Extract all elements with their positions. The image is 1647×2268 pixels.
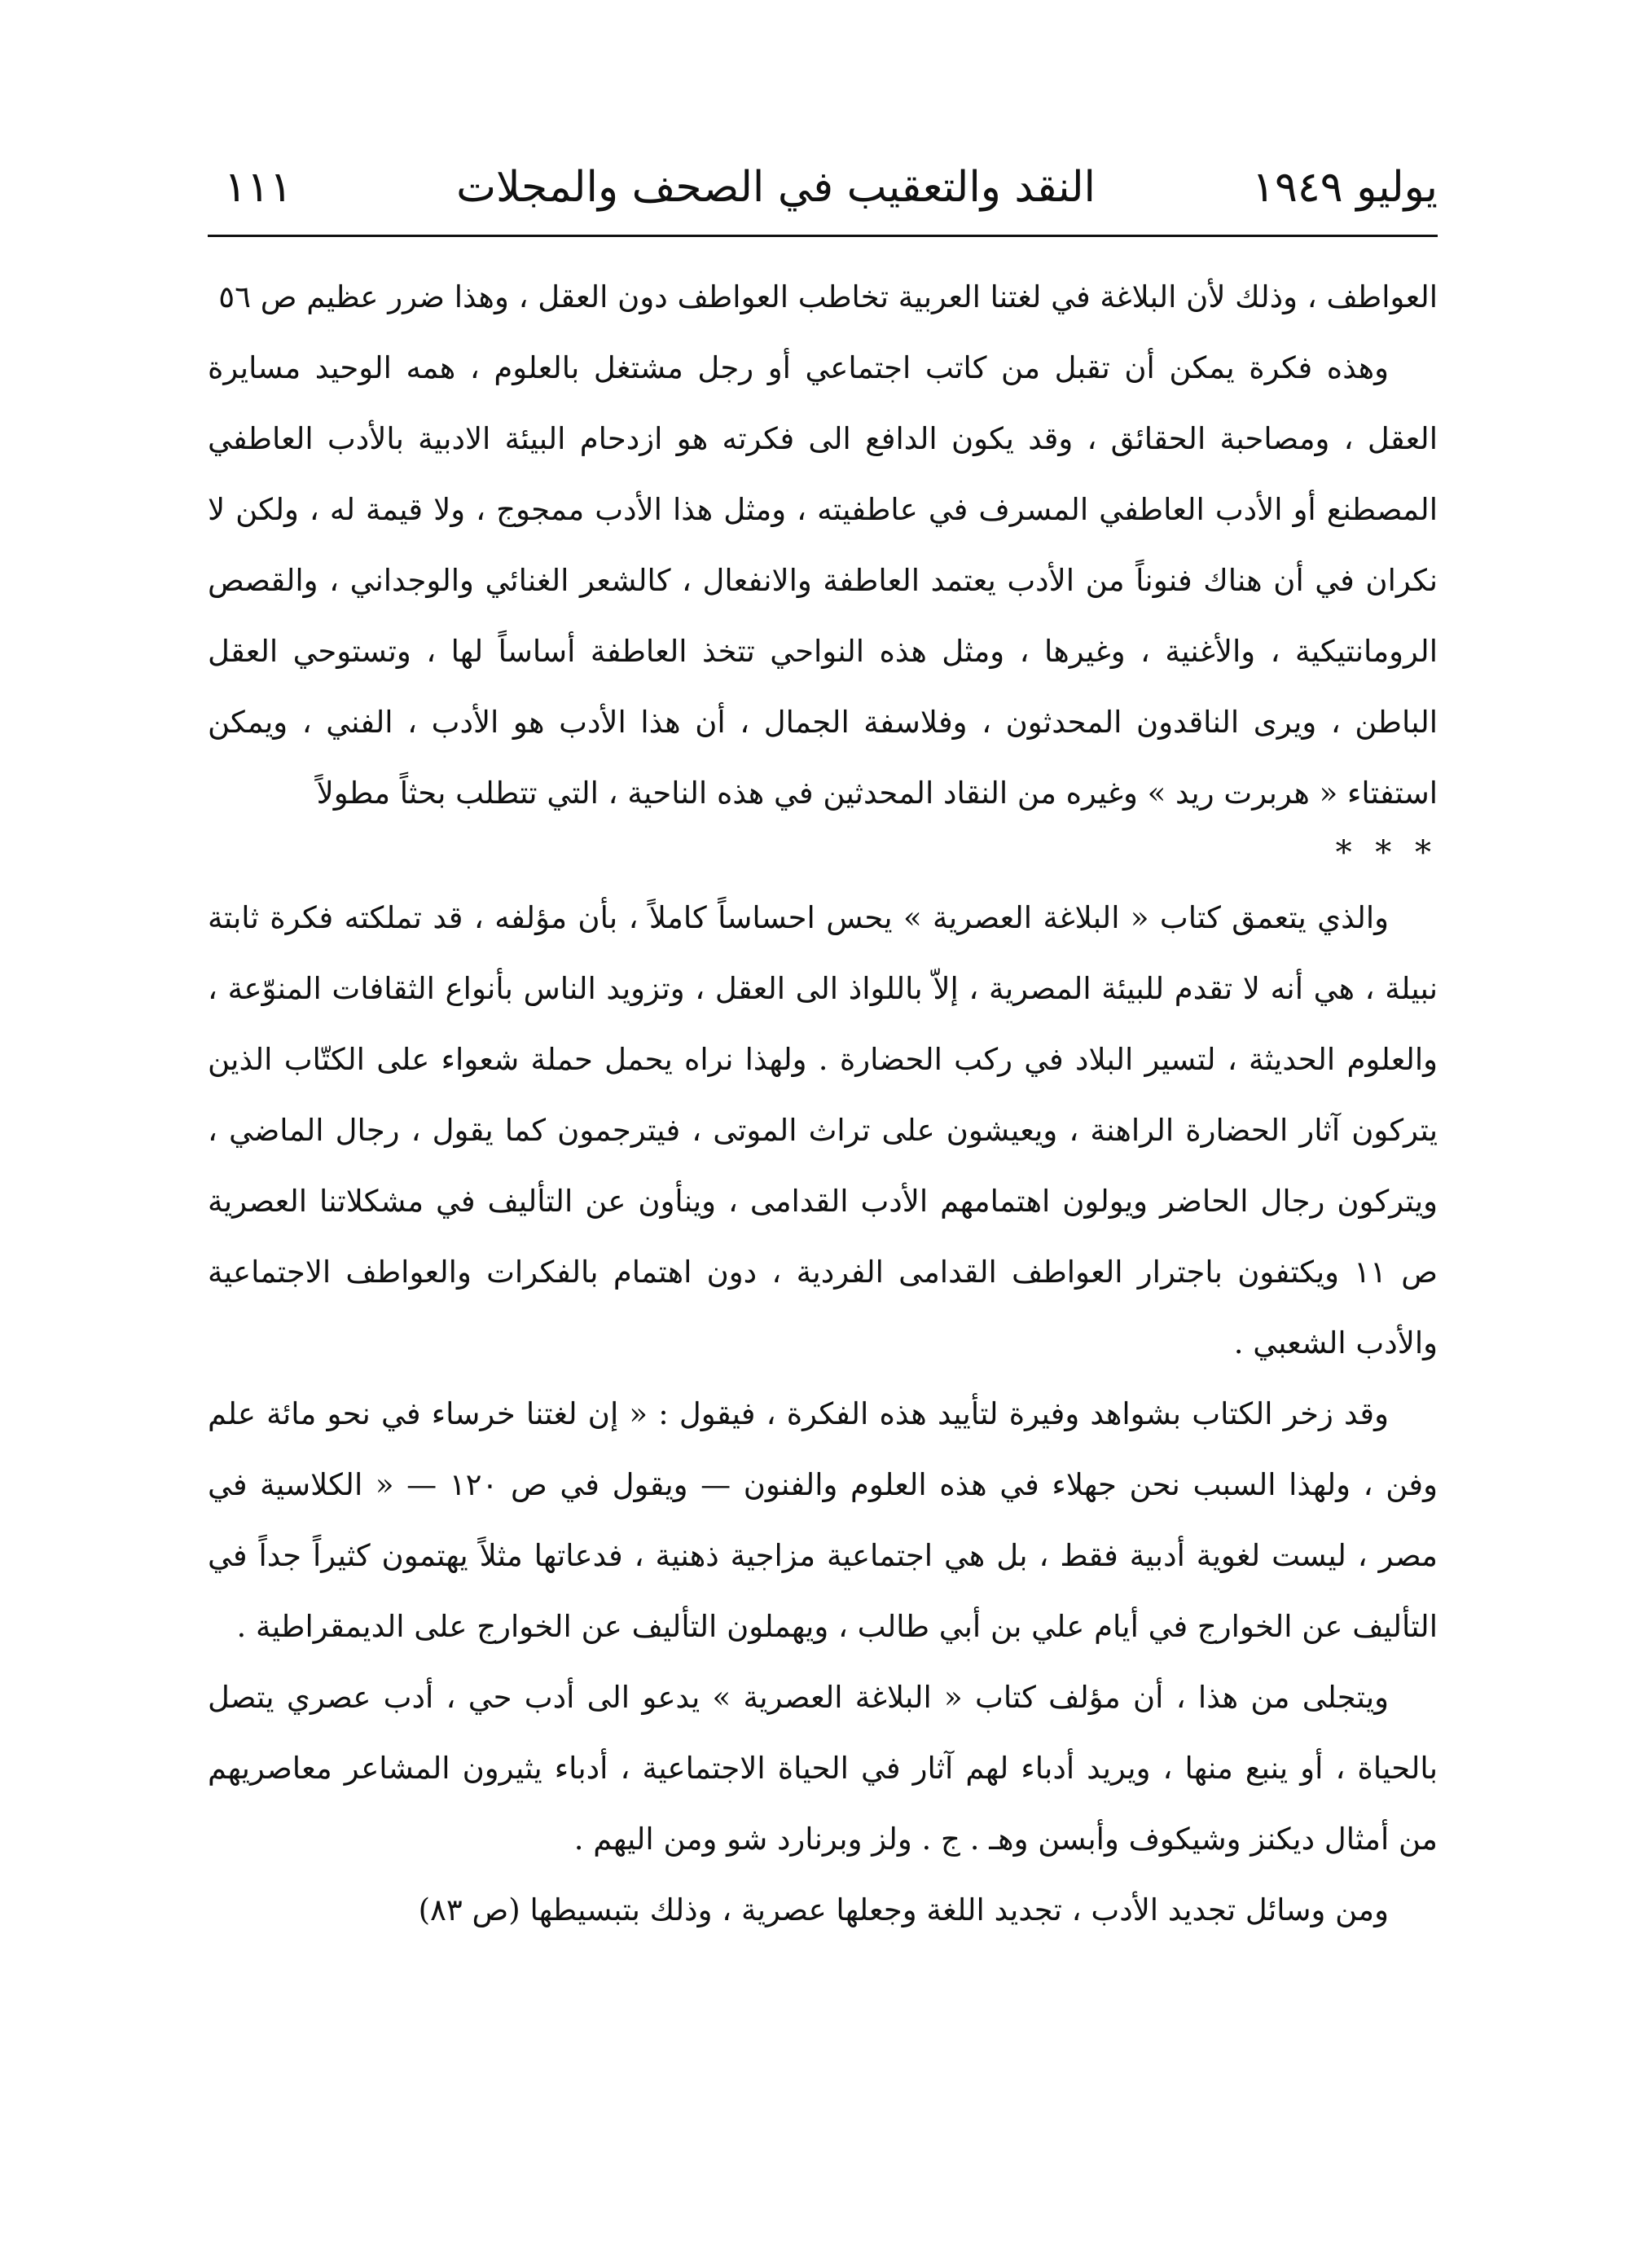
paragraph-4: وقد زخر الكتاب بشواهد وفيرة لتأييد هذه الفكرة ، فيقول : « إن لغتنا خرساء في نحو مائة علم وفن ، ولهذا السبب نحن جهلاء في هذه العلوم والفنون — ويقول في ص ١٢٠ — « الكلاسية في مصر ، ليست لغوية أدبية فقط ، بل هي اجتماعية مزاجية ذهنية ، فدعاتها مثلاً يهتمون كثيراً جداً في التأليف عن الخوارج في أيام علي بن أبي طالب ، ويهملون التأليف عن الخوارج على الديمقراطية . [208,1396,1438,1644]
paragraph-2: وهذه فكرة يمكن أن تقبل من كاتب اجتماعي أو رجل مشتغل بالعلوم ، همه الوحيد مسايرة العقل ، ومصاحبة الحقائق ، وقد يكون الدافع الى فكرته هو ازدحام البيئة الادبية بالأدب العاطفي المصطنع أو الأدب العاطفي المسرف في عاطفيته ، ومثل هذا الأدب ممجوج ، ولا قيمة له ، ولكن لا نكران في أن هناك فنوناً من الأدب يعتمد العاطفة والانفعال ، كالشعر الغنائي والوجداني ، والقصص الرومانتيكية ، والأغنية ، وغيرها ، ومثل هذه النواحي تتخذ العاطفة أساساً لها ، وتستوحي العقل الباطن ، ويرى الناقدون المحدثون ، وفلاسفة الجمال ، أن هذا الأدب هو الأدب ، الفني ، ويمكن استفتاء « هربرت ريد » وغيره من النقاد المحدثين في هذه الناحية ، التي تتطلب بحثاً مطولاً [208,350,1438,811]
issue-date: يوليو ١٩٤٩ [1252,163,1438,212]
page-number: ١١١ [224,163,292,212]
paragraph-6: ومن وسائل تجديد الأدب ، تجديد اللغة وجعلها عصرية ، وذلك بتبسيطها (ص ٨٣) [418,1892,1389,1927]
section-title: النقد والتعقيب في الصحف والمجلات [456,163,1096,212]
paragraph-5: ويتجلى من هذا ، أن مؤلف كتاب « البلاغة العصرية » يدعو الى أدب حي ، أدب عصري يتصل بالحياة ، أو ينبع منها ، ويريد أدباء لهم آثار في الحياة الاجتماعية ، أدباء يثيرون المشاعر معاصريهم من أمثال ديكنز وشيكوف وأبسن وهـ . ج . ولز وبرنارد شو ومن اليهم . [208,1680,1438,1857]
header-rule [208,235,1438,237]
body-text [208,262,1438,1945]
paragraph-1: العواطف ، وذلك لأن البلاغة في لغتنا العربية تخاطب العواطف دون العقل ، وهذا ضرر عظيم ص ٥٦ [218,279,1438,314]
running-head [208,147,1438,228]
paragraph-3: والذي يتعمق كتاب « البلاغة العصرية » يحس احساساً كاملاً ، بأن مؤلفه ، قد تملكته فكرة ثابتة نبيلة ، هي أنه لا تقدم للبيئة المصرية ، إلاّ باللواذ الى العقل ، وتزويد الناس بأنواع الثقافات المنوّعة ، والعلوم الحديثة ، لتسير البلاد في ركب الحضارة . ولهذا نراه يحمل حملة شعواء على الكتّاب الذين يتركون آثار الحضارة الراهنة ، ويعيشون على تراث الموتى ، فيترجمون كما يقول ، رجال الماضي ، ويتركون رجال الحاضر ويولون اهتمامهم الأدب القدامى ، وينأون عن التأليف في مشكلاتنا العصرية ص ١١ ويكتفون باجترار العواطف القدامى الفردية ، دون اهتمام بالفكرات والعواطف الاجتماعية والأدب الشعبي . [208,900,1438,1360]
section-separator: * * * [1335,834,1438,872]
document-page [208,147,1438,2232]
